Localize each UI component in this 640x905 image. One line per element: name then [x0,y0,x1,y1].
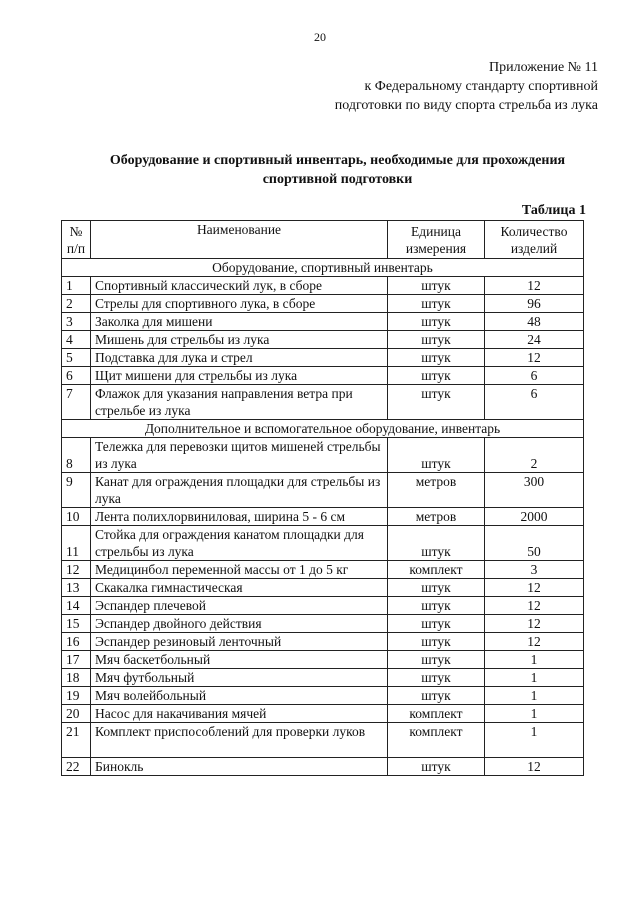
table-row [62,651,584,669]
row-unit: штук [388,349,485,367]
row-number: 13 [62,579,91,597]
table-row [62,277,584,295]
row-quantity: 1 [485,705,584,723]
row-number: 15 [62,615,91,633]
row-number: 8 [62,438,91,473]
row-number: 5 [62,349,91,367]
header-quantity [485,221,584,259]
row-number: 17 [62,651,91,669]
appendix-line-1: Приложение № 11 [489,60,598,75]
row-name: Спортивный классический лук, в сборе [91,277,388,295]
row-quantity: 6 [485,367,584,385]
header-number-line-1: № [69,223,83,239]
row-name: Лента полихлорвиниловая, ширина 5 - 6 см [91,508,388,526]
section-row [62,420,584,438]
row-number: 12 [62,561,91,579]
appendix-line-2: к Федеральному стандарту спортивной [364,79,598,94]
row-name: Стрелы для спортивного лука, в сборе [91,295,388,313]
row-unit: штук [388,526,485,561]
row-quantity: 1 [485,723,584,758]
table-row [62,313,584,331]
row-quantity: 2 [485,438,584,473]
row-number: 3 [62,313,91,331]
table-row [62,597,584,615]
row-name: Мишень для стрельбы из лука [91,331,388,349]
row-quantity: 12 [485,349,584,367]
appendix-reference [335,58,598,115]
row-quantity: 24 [485,331,584,349]
row-quantity: 96 [485,295,584,313]
table-row [62,615,584,633]
row-unit: штук [388,579,485,597]
row-number: 7 [62,385,91,420]
page-number: 20 [314,30,326,44]
row-quantity: 6 [485,385,584,420]
section-title: Дополнительное и вспомогательное оборудование, инвентарь [62,420,584,438]
header-unit-line-2: измерения [405,240,467,256]
row-unit: штук [388,331,485,349]
row-name: Флажок для указания направления ветра при стрельбе из лука [91,385,388,420]
table-row [62,438,584,473]
row-unit: метров [388,508,485,526]
row-unit: штук [388,669,485,687]
row-number: 19 [62,687,91,705]
row-quantity: 12 [485,277,584,295]
row-unit: штук [388,687,485,705]
table-row [62,633,584,651]
row-name: Скакалка гимнастическая [91,579,388,597]
row-unit: штук [388,597,485,615]
row-name: Эспандер двойного действия [91,615,388,633]
section-title: Оборудование, спортивный инвентарь [62,259,584,277]
row-name: Бинокль [91,758,388,776]
row-number: 9 [62,473,91,508]
row-unit: комплект [388,723,485,758]
row-quantity: 48 [485,313,584,331]
row-unit: штук [388,313,485,331]
row-number: 11 [62,526,91,561]
row-number: 20 [62,705,91,723]
row-unit: штук [388,651,485,669]
row-quantity: 12 [485,615,584,633]
row-quantity: 2000 [485,508,584,526]
row-quantity: 50 [485,526,584,561]
row-name: Заколка для мишени [91,313,388,331]
table-row [62,473,584,508]
table-row [62,295,584,313]
row-quantity: 1 [485,651,584,669]
row-name: Комплект приспособлений для проверки луков [91,723,388,758]
row-number: 4 [62,331,91,349]
row-number: 14 [62,597,91,615]
row-unit: штук [388,758,485,776]
row-quantity: 12 [485,758,584,776]
row-name: Мяч баскетбольный [91,651,388,669]
title-line-2: спортивной подготовки [262,172,413,187]
table-row [62,705,584,723]
row-unit: комплект [388,561,485,579]
table-row [62,723,584,758]
table-row [62,669,584,687]
row-name: Подставка для лука и стрел [91,349,388,367]
header-unit [388,221,485,259]
header-quantity-line-2: изделий [510,240,558,256]
row-name: Щит мишени для стрельбы из лука [91,367,388,385]
table-row [62,687,584,705]
section-row [62,259,584,277]
row-quantity: 300 [485,473,584,508]
table-label: Таблица 1 [521,203,586,218]
appendix-line-3: подготовки по виду спорта стрельба из лука [334,98,598,113]
row-quantity: 12 [485,633,584,651]
header-unit-line-1: Единица [410,223,461,239]
row-unit: штук [388,385,485,420]
row-number: 21 [62,723,91,758]
row-name: Эспандер резиновый ленточный [91,633,388,651]
row-name: Медицинбол переменной массы от 1 до 5 кг [91,561,388,579]
row-unit: штук [388,438,485,473]
table-row [62,579,584,597]
header-name: Наименование [91,221,388,259]
row-number: 18 [62,669,91,687]
row-number: 16 [62,633,91,651]
row-number: 2 [62,295,91,313]
table-row [62,331,584,349]
row-name: Канат для ограждения площадки для стрельбы из лука [91,473,388,508]
row-number: 6 [62,367,91,385]
row-unit: штук [388,615,485,633]
row-name: Мяч волейбольный [91,687,388,705]
row-unit: комплект [388,705,485,723]
row-name: Мяч футбольный [91,669,388,687]
row-number: 10 [62,508,91,526]
row-name: Стойка для ограждения канатом площадки для стрельбы из лука [91,526,388,561]
row-unit: штук [388,633,485,651]
row-unit: метров [388,473,485,508]
row-quantity: 1 [485,669,584,687]
table-row [62,508,584,526]
table-row [62,526,584,561]
row-name: Насос для накачивания мячей [91,705,388,723]
title-line-1: Оборудование и спортивный инвентарь, необходимые для прохождения [109,153,566,168]
table-header-row [62,221,584,259]
row-number: 1 [62,277,91,295]
header-number [62,221,91,259]
header-number-line-2: п/п [66,240,86,256]
row-name: Эспандер плечевой [91,597,388,615]
row-unit: штук [388,367,485,385]
row-quantity: 12 [485,597,584,615]
table-row [62,385,584,420]
row-name: Тележка для перевозки щитов мишеней стрельбы из лука [91,438,388,473]
table-row [62,561,584,579]
table-row [62,349,584,367]
header-quantity-line-1: Количество [500,223,568,239]
row-number: 22 [62,758,91,776]
row-quantity: 1 [485,687,584,705]
row-quantity: 3 [485,561,584,579]
table-row [62,758,584,776]
row-unit: штук [388,277,485,295]
document-title [70,151,605,189]
table-row [62,367,584,385]
row-quantity: 12 [485,579,584,597]
row-unit: штук [388,295,485,313]
equipment-table [61,220,584,776]
